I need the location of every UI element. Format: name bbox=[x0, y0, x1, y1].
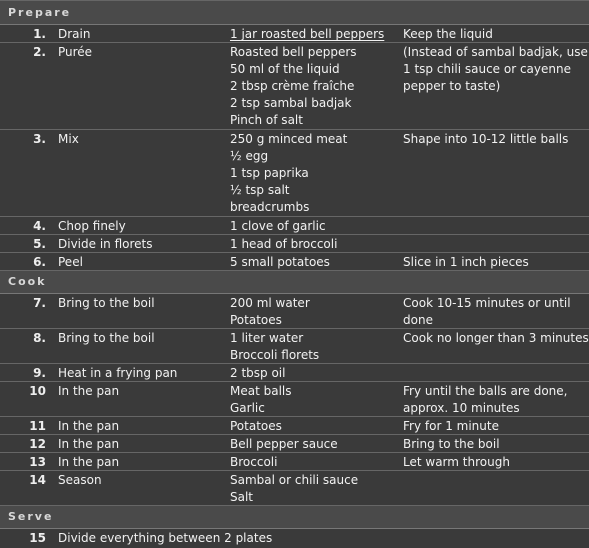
step-notes bbox=[403, 384, 583, 418]
step-ingredients bbox=[230, 366, 398, 383]
step-action: In the pan bbox=[58, 455, 120, 469]
step-row bbox=[0, 130, 589, 217]
step-number: 7. bbox=[33, 296, 46, 310]
step-action: Purée bbox=[58, 45, 93, 59]
step-notes bbox=[403, 132, 583, 149]
step-action: In the pan bbox=[58, 419, 120, 433]
step-number: 15 bbox=[29, 531, 46, 545]
step-ingredients bbox=[230, 331, 398, 365]
step-row bbox=[0, 453, 589, 471]
ingredient-line: 200 ml water bbox=[230, 296, 310, 310]
step-ingredients bbox=[230, 473, 398, 507]
step-notes bbox=[403, 45, 588, 96]
step-action: Divide in florets bbox=[58, 237, 153, 251]
note-line: Let warm through bbox=[403, 455, 510, 469]
ingredient-line: Pinch of salt bbox=[230, 113, 303, 127]
ingredient-line: Sambal or chili sauce bbox=[230, 473, 359, 487]
step-notes bbox=[403, 27, 583, 44]
step-notes bbox=[403, 296, 583, 330]
ingredient-line: 1 liter water bbox=[230, 331, 304, 345]
step-row bbox=[0, 471, 589, 506]
step-action: In the pan bbox=[58, 384, 120, 398]
ingredient-line: 250 g minced meat bbox=[230, 132, 348, 146]
step-ingredients bbox=[230, 45, 398, 130]
note-line: pepper to taste) bbox=[403, 79, 501, 93]
note-line: (Instead of sambal badjak, use bbox=[403, 45, 588, 59]
ingredient-line: breadcrumbs bbox=[230, 200, 310, 214]
ingredient-line: Salt bbox=[230, 490, 254, 504]
step-notes bbox=[403, 419, 583, 436]
note-line: Fry for 1 minute bbox=[403, 419, 499, 433]
note-line: Shape into 10-12 little balls bbox=[403, 132, 569, 146]
step-row bbox=[0, 529, 589, 547]
ingredient-line: 1 clove of garlic bbox=[230, 219, 326, 233]
step-notes bbox=[403, 455, 583, 472]
ingredient-line: Potatoes bbox=[230, 419, 282, 433]
step-row bbox=[0, 294, 589, 329]
step-action: Peel bbox=[58, 255, 83, 269]
step-row bbox=[0, 329, 589, 364]
step-action: Bring to the boil bbox=[58, 296, 155, 310]
step-number: 6. bbox=[33, 255, 46, 269]
step-number: 14 bbox=[29, 473, 46, 487]
ingredient-line: 2 tbsp crème fraîche bbox=[230, 79, 355, 93]
step-row bbox=[0, 43, 589, 130]
step-action: Heat in a frying pan bbox=[58, 366, 178, 380]
note-line: 1 tsp chili sauce or cayenne bbox=[403, 62, 571, 76]
step-number: 10 bbox=[29, 384, 46, 398]
ingredient-line: Roasted bell peppers bbox=[230, 45, 357, 59]
step-number: 3. bbox=[33, 132, 46, 146]
note-line: Bring to the boil bbox=[403, 437, 500, 451]
step-action: Bring to the boil bbox=[58, 331, 155, 345]
step-ingredients bbox=[230, 237, 398, 254]
step-row bbox=[0, 364, 589, 382]
step-row bbox=[0, 25, 589, 43]
section-header-cook: Cook bbox=[0, 271, 589, 294]
ingredient-line: 5 small potatoes bbox=[230, 255, 330, 269]
ingredient-line: 1 head of broccoli bbox=[230, 237, 338, 251]
step-notes bbox=[403, 255, 583, 272]
step-ingredients bbox=[230, 437, 398, 454]
step-row bbox=[0, 382, 589, 417]
step-row bbox=[0, 417, 589, 435]
ingredient-line: 2 tsp sambal badjak bbox=[230, 96, 352, 110]
step-action: Divide everything between 2 plates bbox=[58, 531, 273, 545]
ingredient-line: Bell pepper sauce bbox=[230, 437, 338, 451]
ingredient-line: 1 tsp paprika bbox=[230, 166, 309, 180]
step-row bbox=[0, 217, 589, 235]
note-line: Keep the liquid bbox=[403, 27, 493, 41]
step-notes bbox=[403, 437, 583, 454]
step-ingredients bbox=[230, 384, 398, 418]
ingredient-line: Broccoli florets bbox=[230, 348, 320, 362]
step-ingredients bbox=[230, 219, 398, 236]
note-line: approx. 10 minutes bbox=[403, 401, 520, 415]
step-row bbox=[0, 253, 589, 271]
ingredient-line: Meat balls bbox=[230, 384, 292, 398]
step-number: 1. bbox=[33, 27, 46, 41]
step-number: 5. bbox=[33, 237, 46, 251]
step-notes bbox=[403, 331, 589, 348]
step-ingredients bbox=[230, 255, 398, 272]
note-line: Slice in 1 inch pieces bbox=[403, 255, 529, 269]
step-ingredients bbox=[230, 132, 398, 217]
note-line: Cook 10-15 minutes or until bbox=[403, 296, 571, 310]
step-row bbox=[0, 435, 589, 453]
step-row bbox=[0, 235, 589, 253]
step-number: 12 bbox=[29, 437, 46, 451]
step-action: In the pan bbox=[58, 437, 120, 451]
ingredient-line: Garlic bbox=[230, 401, 265, 415]
step-number: 11 bbox=[29, 419, 46, 433]
step-number: 9. bbox=[33, 366, 46, 380]
step-ingredients bbox=[230, 296, 398, 330]
ingredient-line: 2 tbsp oil bbox=[230, 366, 286, 380]
step-number: 4. bbox=[33, 219, 46, 233]
step-ingredients bbox=[230, 455, 398, 472]
step-ingredients bbox=[230, 419, 398, 436]
ingredient-line: Potatoes bbox=[230, 313, 282, 327]
step-number: 13 bbox=[29, 455, 46, 469]
ingredient-line: ½ egg bbox=[230, 149, 269, 163]
section-header-prepare: Prepare bbox=[0, 1, 589, 25]
step-action: Chop finely bbox=[58, 219, 126, 233]
step-action: Mix bbox=[58, 132, 79, 146]
ingredient-line: Broccoli bbox=[230, 455, 278, 469]
step-number: 8. bbox=[33, 331, 46, 345]
note-line: Fry until the balls are done, bbox=[403, 384, 568, 398]
step-number: 2. bbox=[33, 45, 46, 59]
note-line: Cook no longer than 3 minutes bbox=[403, 331, 589, 345]
step-action: Season bbox=[58, 473, 102, 487]
ingredient-line: 50 ml of the liquid bbox=[230, 62, 340, 76]
step-action: Drain bbox=[58, 27, 91, 41]
ingredient-line: ½ tsp salt bbox=[230, 183, 290, 197]
ingredient-line: 1 jar roasted bell peppers bbox=[230, 27, 385, 41]
step-ingredients bbox=[230, 27, 398, 44]
section-header-serve: Serve bbox=[0, 506, 589, 529]
note-line: done bbox=[403, 313, 433, 327]
